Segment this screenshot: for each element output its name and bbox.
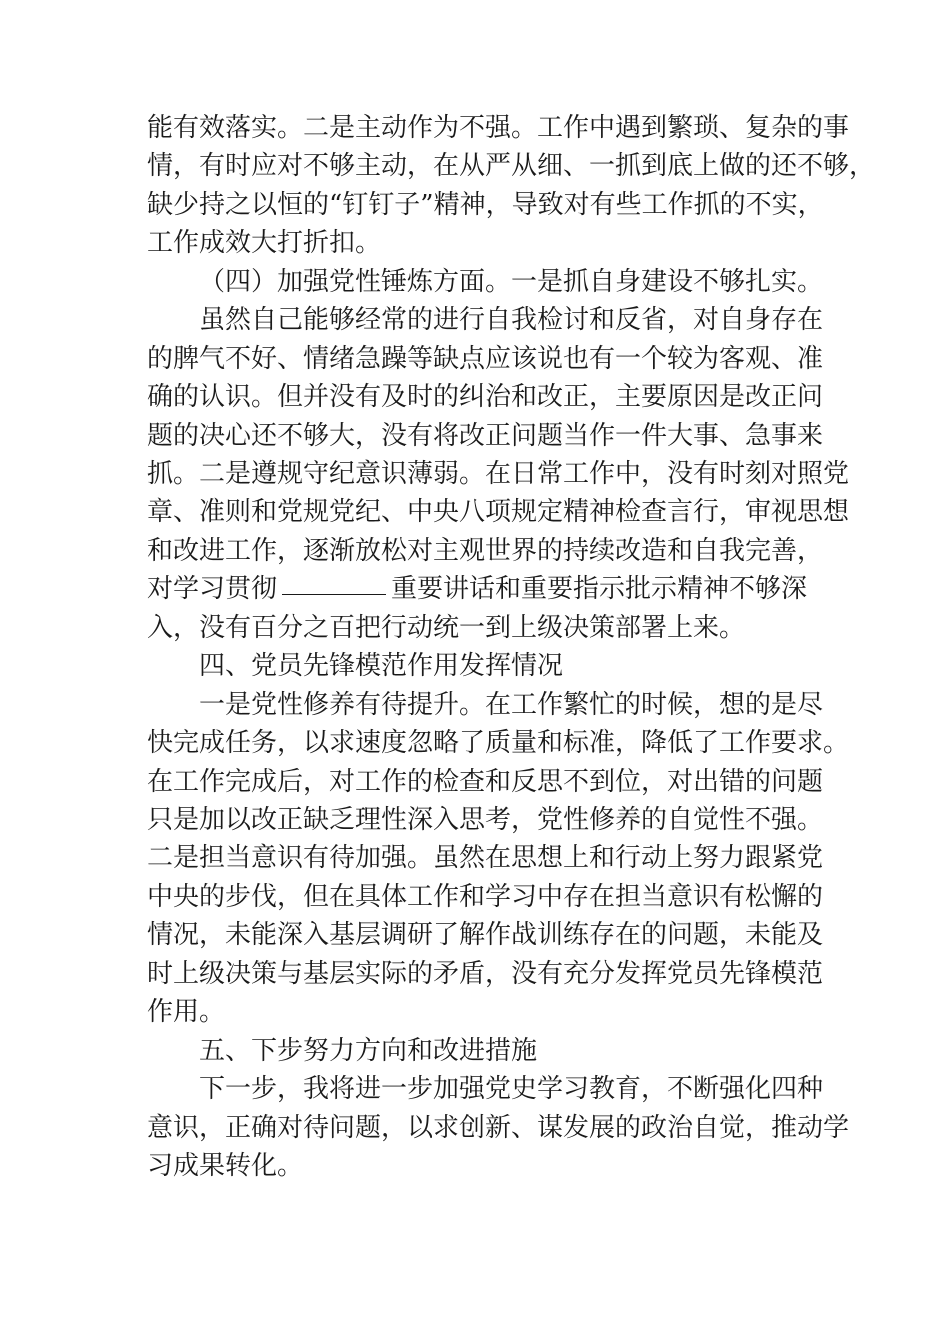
paragraph-line: 习成果转化。 <box>147 1151 304 1181</box>
section-heading: （四）加强党性锤炼方面。一是抓自身建设不够扎实。 <box>199 267 824 297</box>
paragraph-line: 题的决心还不够大，没有将改正问题当作一件大事、急事来 <box>147 421 824 451</box>
paragraph-line: 确的认识。但并没有及时的纠治和改正，主要原因是改正问 <box>147 382 824 412</box>
fill-in-blank <box>282 570 386 595</box>
line-start-text: 对学习贯彻 <box>147 574 278 604</box>
paragraph-line: 中央的步伐，但在具体工作和学习中存在担当意识有松懈的 <box>147 882 824 912</box>
section-heading: 四、党员先锋模范作用发挥情况 <box>199 651 564 681</box>
paragraph-line: 的脾气不好、情绪急躁等缺点应该说也有一个较为客观、准 <box>147 344 824 374</box>
paragraph-line: 只是加以改正缺乏理性深入思考，党性修养的自觉性不强。 <box>147 805 824 835</box>
paragraph-line: 意识，正确对待问题，以求创新、谋发展的政治自觉，推动学 <box>147 1113 850 1143</box>
paragraph-line: 入，没有百分之百把行动统一到上级决策部署上来。 <box>147 613 746 643</box>
paragraph-line-with-blank <box>147 570 807 608</box>
paragraph-line: 快完成任务，以求速度忽略了质量和标准，降低了工作要求。 <box>147 728 850 758</box>
paragraph-line: 作用。 <box>147 997 226 1027</box>
paragraph-line: 工作成效大打折扣。 <box>147 228 382 258</box>
paragraph-line: 二是担当意识有待加强。虽然在思想上和行动上努力跟紧党 <box>147 843 824 873</box>
paragraph-line: 一是党性修养有待提升。在工作繁忙的时候，想的是尽 <box>199 690 824 720</box>
paragraph-line: 在工作完成后，对工作的检查和反思不到位，对出错的问题 <box>147 767 824 797</box>
paragraph-line: 时上级决策与基层实际的矛盾，没有充分发挥党员先锋模范 <box>147 959 824 989</box>
paragraph-line: 下一步，我将进一步加强党史学习教育，不断强化四种 <box>199 1074 824 1104</box>
paragraph-line: 章、准则和党规党纪、中央八项规定精神检查言行，审视思想 <box>147 497 850 527</box>
line-end-text: 重要讲话和重要指示批示精神不够深 <box>390 574 807 604</box>
paragraph-line: 和改进工作，逐渐放松对主观世界的持续改造和自我完善， <box>147 536 824 566</box>
paragraph-line: 缺少持之以恒的“钉钉子”精神，导致对有些工作抓的不实， <box>147 190 824 220</box>
paragraph-line: 情况，未能深入基层调研了解作战训练存在的问题，未能及 <box>147 920 824 950</box>
paragraph-line: 虽然自己能够经常的进行自我检讨和反省，对自身存在 <box>199 305 824 335</box>
section-heading: 五、下步努力方向和改进措施 <box>199 1036 538 1066</box>
paragraph-line: 能有效落实。二是主动作为不强。工作中遇到繁琐、复杂的事 <box>147 113 850 143</box>
paragraph-line: 情，有时应对不够主动，在从严从细、一抓到底上做的还不够， <box>147 151 876 181</box>
paragraph-line: 抓。二是遵规守纪意识薄弱。在日常工作中，没有时刻对照党 <box>147 459 850 489</box>
